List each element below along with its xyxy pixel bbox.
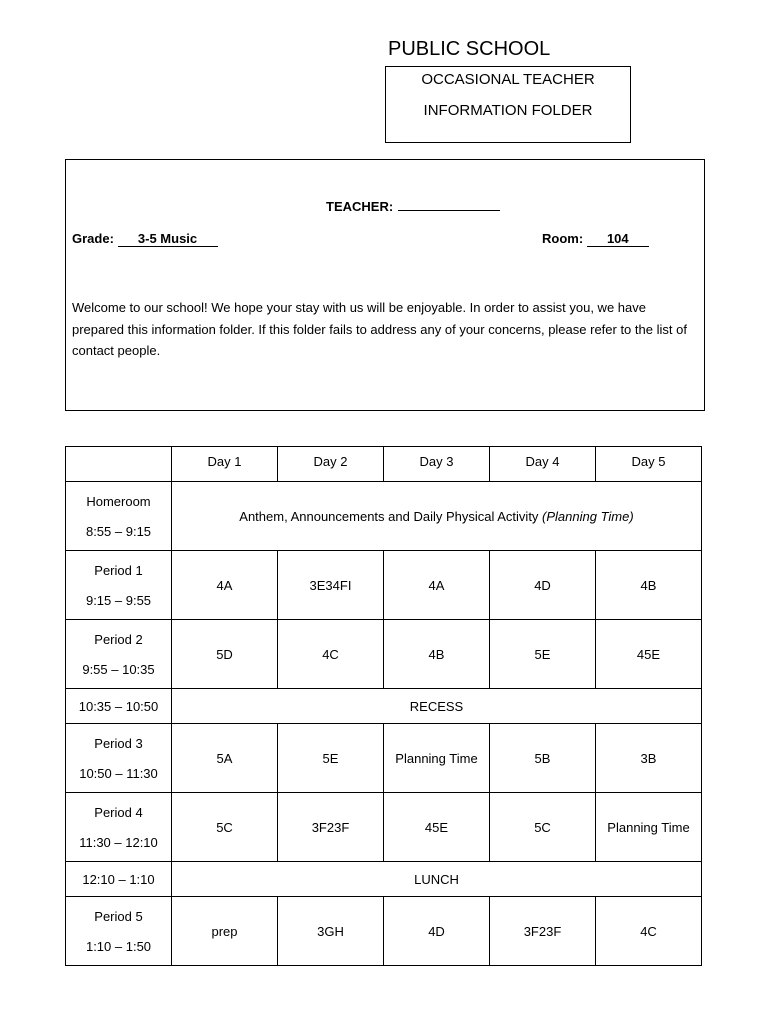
class-cell: 5A — [172, 724, 278, 793]
table-row — [66, 482, 702, 551]
class-cell: 3E34FI — [278, 551, 384, 620]
class-cell: 4B — [596, 551, 702, 620]
class-cell: 5C — [490, 793, 596, 862]
slot-time: 8:55 – 9:15 — [85, 523, 152, 539]
schedule-table — [65, 446, 702, 966]
class-cell: 4C — [596, 897, 702, 966]
lunch-time: 12:10 – 1:10 — [66, 862, 172, 897]
class-cell: 5B — [490, 724, 596, 793]
class-cell: 4A — [172, 551, 278, 620]
class-cell: 5E — [278, 724, 384, 793]
lunch-label: LUNCH — [172, 862, 702, 897]
school-title: PUBLIC SCHOOL — [388, 38, 551, 60]
class-cell: 5D — [172, 620, 278, 689]
room-value: 104 — [587, 231, 649, 247]
homeroom-activity-cell — [172, 482, 702, 551]
slot-cell — [66, 897, 172, 966]
welcome-text: Welcome to our school! We hope your stay with us will be enjoyable. In order to assist you, we have prepared this information folder. If this folder fails to address any of your concerns, please refer to the list of contact people. — [72, 300, 687, 358]
table-row — [66, 793, 702, 862]
teacher-info-box — [65, 159, 705, 411]
class-cell: 4A — [384, 551, 490, 620]
table-row — [66, 897, 702, 966]
class-cell: 4C — [278, 620, 384, 689]
table-corner-cell — [66, 447, 172, 482]
class-cell: Planning Time — [384, 724, 490, 793]
slot-name: Period 2 — [94, 631, 143, 647]
class-cell: Planning Time — [596, 793, 702, 862]
folder-title-line1: OCCASIONAL TEACHER — [421, 71, 595, 88]
slot-time: 9:15 – 9:55 — [85, 592, 152, 608]
slot-name: Homeroom — [86, 493, 151, 509]
recess-time: 10:35 – 10:50 — [66, 689, 172, 724]
grade-label: Grade: — [72, 231, 114, 246]
grade-line — [72, 231, 218, 247]
class-cell: 4D — [490, 551, 596, 620]
recess-label: RECESS — [172, 689, 702, 724]
table-row — [66, 620, 702, 689]
teacher-label: TEACHER: — [326, 199, 394, 214]
room-line — [542, 231, 649, 247]
day-header: Day 3 — [384, 447, 490, 482]
day-header: Day 5 — [596, 447, 702, 482]
day-header: Day 2 — [278, 447, 384, 482]
folder-title-box — [385, 66, 631, 143]
table-header-row — [66, 447, 702, 482]
teacher-line — [326, 197, 500, 214]
slot-time: 11:30 – 12:10 — [79, 834, 158, 850]
slot-name: Period 1 — [94, 562, 143, 578]
lunch-row — [66, 862, 702, 897]
slot-cell — [66, 551, 172, 620]
slot-time: 10:50 – 11:30 — [79, 765, 158, 781]
room-label: Room: — [542, 231, 584, 246]
slot-cell — [66, 793, 172, 862]
slot-cell — [66, 724, 172, 793]
homeroom-activity-note: (Planning Time) — [542, 508, 634, 524]
slot-time: 1:10 – 1:50 — [85, 938, 152, 954]
day-header: Day 4 — [490, 447, 596, 482]
class-cell: 3F23F — [490, 897, 596, 966]
day-header: Day 1 — [172, 447, 278, 482]
class-cell: 3F23F — [278, 793, 384, 862]
slot-cell — [66, 620, 172, 689]
table-row — [66, 551, 702, 620]
slot-name: Period 4 — [94, 804, 143, 820]
teacher-underline — [448, 197, 500, 211]
table-row — [66, 724, 702, 793]
class-cell: 3GH — [278, 897, 384, 966]
class-cell: prep — [172, 897, 278, 966]
grade-value: 3-5 Music — [118, 231, 218, 247]
recess-row — [66, 689, 702, 724]
homeroom-activity: Anthem, Announcements and Daily Physical Activity — [239, 508, 543, 524]
class-cell: 4D — [384, 897, 490, 966]
class-cell: 4B — [384, 620, 490, 689]
slot-cell — [66, 482, 172, 551]
slot-time: 9:55 – 10:35 — [82, 661, 155, 677]
class-cell: 5C — [172, 793, 278, 862]
folder-title-line2: INFORMATION FOLDER — [423, 102, 593, 119]
class-cell: 45E — [384, 793, 490, 862]
class-cell: 3B — [596, 724, 702, 793]
teacher-value — [398, 197, 448, 211]
slot-name: Period 5 — [94, 908, 143, 924]
class-cell: 45E — [596, 620, 702, 689]
class-cell: 5E — [490, 620, 596, 689]
slot-name: Period 3 — [94, 735, 143, 751]
